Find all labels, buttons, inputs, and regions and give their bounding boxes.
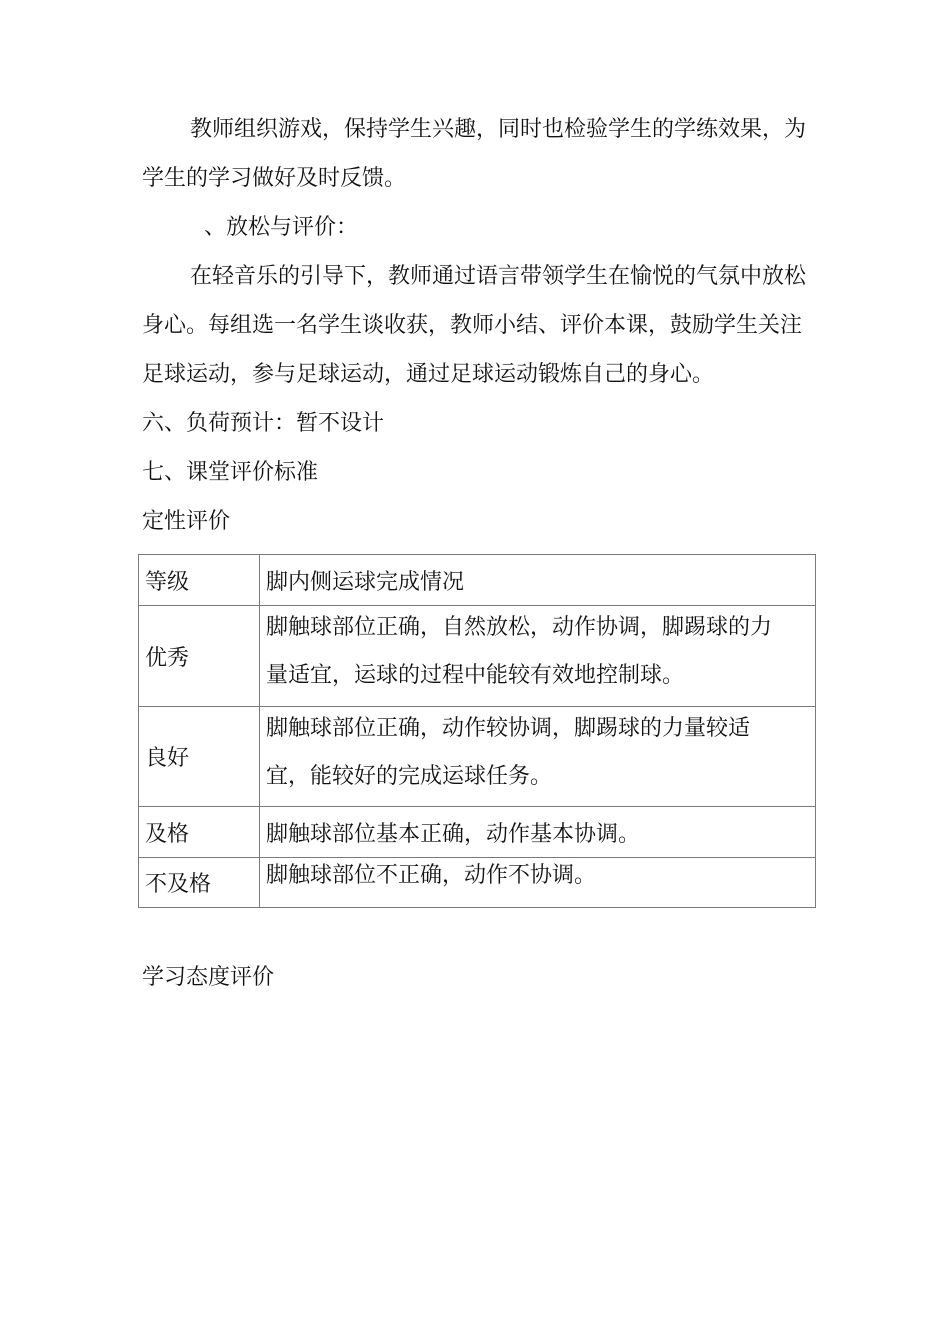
description-cell: 脚触球部位基本正确，动作基本协调。 (260, 807, 816, 858)
section-heading-attitude: 学习态度评价 (142, 965, 275, 990)
table-header-description: 脚内侧运球完成情况 (260, 555, 816, 606)
grade-cell: 不及格 (139, 858, 260, 908)
section-heading-standard: 七、课堂评价标准 (142, 460, 319, 485)
paragraph-line: 在轻音乐的引导下，教师通过语言带领学生在愉悦的气氛中放松 (190, 264, 807, 289)
description-cell (260, 606, 816, 707)
description-line: 脚触球部位正确，动作较协调，脚踢球的力量较适 (266, 716, 751, 741)
description-line: 脚触球部位正确，自然放松，动作协调，脚踢球的力 (266, 615, 773, 640)
table-row (139, 606, 816, 707)
table-row (139, 807, 816, 858)
section-heading-load: 六、负荷预计：暂不设计 (142, 411, 385, 436)
table-header-grade: 等级 (139, 555, 260, 606)
table-row (139, 858, 816, 908)
paragraph-line: 学生的学习做好及时反馈。 (142, 166, 407, 191)
description-line: 宜，能较好的完成运球任务。 (266, 764, 553, 789)
paragraph-line: 身心。每组选一名学生谈收获，教师小结、评价本课，鼓励学生关注 (142, 313, 803, 338)
description-line: 脚触球部位不正确，动作不协调。 (266, 863, 597, 888)
table-row (139, 707, 816, 807)
grade-cell: 良好 (139, 707, 260, 807)
evaluation-table (138, 554, 816, 908)
description-cell (260, 707, 816, 807)
section-heading-qualitative: 定性评价 (142, 509, 231, 534)
description-cell (260, 858, 816, 908)
section-heading-relax: 、放松与评价： (204, 215, 359, 240)
grade-cell: 优秀 (139, 606, 260, 707)
description-line: 量适宜，运球的过程中能较有效地控制球。 (266, 663, 685, 688)
paragraph-line: 足球运动，参与足球运动，通过足球运动锻炼自己的身心。 (142, 362, 715, 387)
grade-cell: 及格 (139, 807, 260, 858)
table-header-row (139, 555, 816, 606)
paragraph-line: 教师组织游戏，保持学生兴趣，同时也检验学生的学练效果，为 (190, 117, 807, 142)
